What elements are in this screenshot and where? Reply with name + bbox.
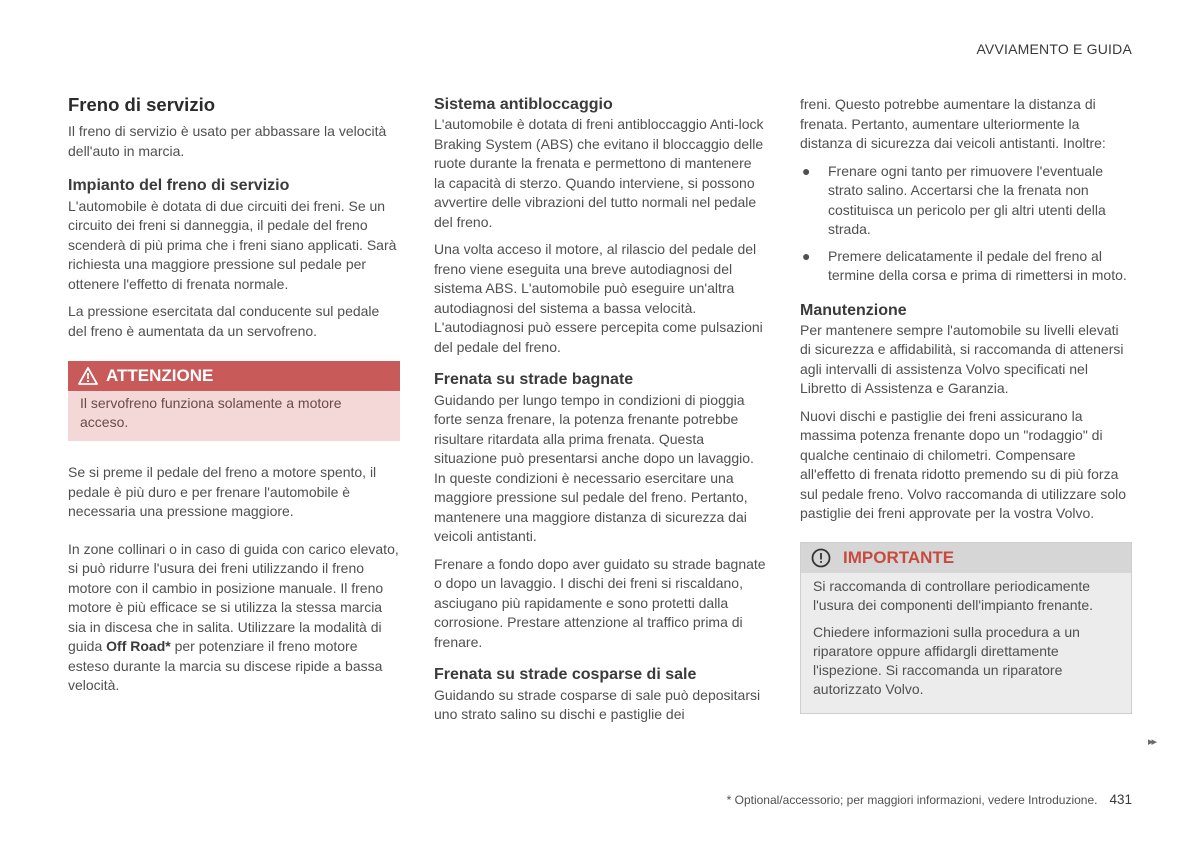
paragraph: Per mantenere sempre l'automobile su livelli elevati di sicurezza e affidabilità, si raccomanda di attenersi agli intervalli di assistenza Volvo specificati nel Libretto di Assistenza e Garanzia.	[800, 321, 1124, 397]
important-text: Chiedere informazioni sulla procedura a un riparatore oppure affidargli direttamente l'ispezione. Si raccomanda un riparatore autorizzato Volvo.	[813, 623, 1080, 697]
bullet-icon: ●	[802, 162, 811, 179]
continue-arrow-icon: ▸▸	[1148, 736, 1156, 748]
section-strade-sale	[434, 666, 766, 724]
section-heading: Manutenzione	[800, 301, 907, 319]
column-2	[434, 94, 766, 733]
exclamation-circle-icon	[811, 548, 831, 568]
section-heading: Impianto del freno di servizio	[68, 177, 290, 195]
section-abs	[434, 96, 766, 357]
paragraph: La pressione esercitata dal conducente sul pedale del freno è aumentata da un servofreno.	[68, 303, 380, 339]
paragraph: freni. Questo potrebbe aumentare la distanza di frenata. Pertanto, aumentare ulteriormente la distanza di sicurezza dai veicoli antistanti. Inoltre:	[800, 96, 1106, 151]
list-item-text: Frenare ogni tanto per rimuovere l'eventuale strato salino. Accertarsi che la frenata non costituisca un pericolo per gli altri utenti della strada.	[828, 162, 1106, 237]
footnote: * Optional/accessorio; per maggiori informazioni, vedere Introduzione.	[726, 793, 1098, 807]
bullet-list	[800, 162, 1132, 286]
important-label: IMPORTANTE	[843, 547, 955, 567]
warning-callout	[68, 361, 400, 441]
page-number: 431	[1109, 792, 1132, 807]
important-callout-body	[801, 573, 1131, 713]
paragraph: Guidando per lungo tempo in condizioni di pioggia forte senza frenare, la potenza frenante potrebbe risultare ritardata alla prima frenata. Questa situazione può presentarsi anche dopo un lavaggio. In queste condizioni è necessario esercitare una maggiore pressione sul pedale del freno. Pertanto, mantenere una maggiore distanza di sicurezza dai veicoli antistanti.	[434, 391, 754, 545]
column-1	[68, 94, 400, 704]
paragraph: Se si preme il pedale del freno a motore spento, il pedale è più duro e per frenare l'automobile è necessaria una pressione maggiore.	[68, 464, 377, 520]
warning-label: ATTENZIONE	[106, 366, 214, 386]
list-item	[800, 162, 1132, 240]
paragraph: L'automobile è dotata di due circuiti dei freni. Se un circuito dei freni si danneggia, il pedale del freno scenderà di più prima che i freni siano applicati. Sarà richiesta una maggiore pressione sul pedale per ottenere l'effetto di frenata normale.	[68, 197, 397, 292]
paragraph: Nuovi dischi e pastiglie dei freni assicurano la massima potenza frenante dopo un "rodaggio" di qualche centinaio di chilometri. Compensare all'effetto di frenata ridotto premendo su di più forza sul pedale freno. Volvo raccomanda di utilizzare solo pastiglie dei freni approvate per la vostra Volvo.	[800, 407, 1127, 522]
footer	[727, 792, 1132, 807]
warning-callout-header	[68, 361, 400, 391]
running-header: AVVIAMENTO E GUIDA	[976, 41, 1132, 57]
paragraph: Guidando su strade cosparse di sale può depositarsi uno strato salino su dischi e pastiglie dei	[434, 686, 761, 723]
warning-callout-body	[68, 391, 400, 441]
paragraph-offroad	[68, 540, 400, 696]
important-text: Si raccomanda di controllare periodicamente l'usura dei componenti dell'impianto frenante.	[813, 577, 1094, 613]
list-item	[800, 247, 1132, 286]
column-3	[800, 95, 1132, 714]
paragraph: L'automobile è dotata di freni antibloccaggio Anti-lock Braking System (ABS) che evitano il bloccaggio delle ruote durante la frenata e permettono di mantenere la capacità di sterzo. Quando interviene, si possono avvertire delle vibrazioni del tutto normali nel pedale del freno.	[434, 116, 764, 230]
paragraph-text: In zone collinari o in caso di guida con carico elevato, si può ridurre l'usura dei freni utilizzando il freno motore con il cambio in posizione manuale. Il freno motore è più efficace se si utilizza la stessa marcia sia in discesa che in salita. Utilizzare la modalità di guida	[68, 540, 399, 655]
section-strade-bagnate	[434, 371, 766, 652]
paragraph: Frenare a fondo dopo aver guidato su strade bagnate o dopo un lavaggio. I dischi dei freni si riscaldano, asciugano più rapidamente e sono protetti dalla corrosione. Prestare attenzione al traffico prima di frenare.	[434, 555, 766, 650]
list-item-text: Premere delicatamente il pedale del freno al termine della corsa e prima di rimettersi in moto.	[828, 247, 1127, 283]
warning-triangle-icon	[78, 367, 98, 385]
important-callout	[800, 542, 1132, 714]
section-impianto	[68, 177, 400, 341]
important-callout-header	[801, 543, 1131, 573]
offroad-mode-term: Off Road*	[106, 638, 171, 655]
section-heading: Frenata su strade bagnate	[434, 371, 634, 389]
intro-paragraph: Il freno di servizio è usato per abbassare la velocità dell'auto in marcia.	[68, 123, 387, 159]
page-title: Freno di servizio	[68, 94, 216, 115]
paragraph: Una volta acceso il motore, al rilascio del pedale del freno viene eseguita una breve autodiagnosi del sistema ABS. L'automobile può eseguire un'altra autodiagnosi del sistema a bassa velocità. L'autodiagnosi può essere percepita come pulsazioni del pedale del freno.	[434, 241, 763, 355]
section-manutenzione	[800, 302, 1132, 524]
warning-text: Il servofreno funziona solamente a motore acceso.	[80, 395, 342, 430]
paragraph-text: per potenziare il freno motore esteso durante la marcia su discese ripide a bassa velocità.	[68, 638, 383, 694]
bullet-icon: ●	[802, 247, 811, 264]
section-heading: Frenata su strade cosparse di sale	[434, 666, 697, 684]
section-heading: Sistema antibloccaggio	[434, 96, 613, 113]
